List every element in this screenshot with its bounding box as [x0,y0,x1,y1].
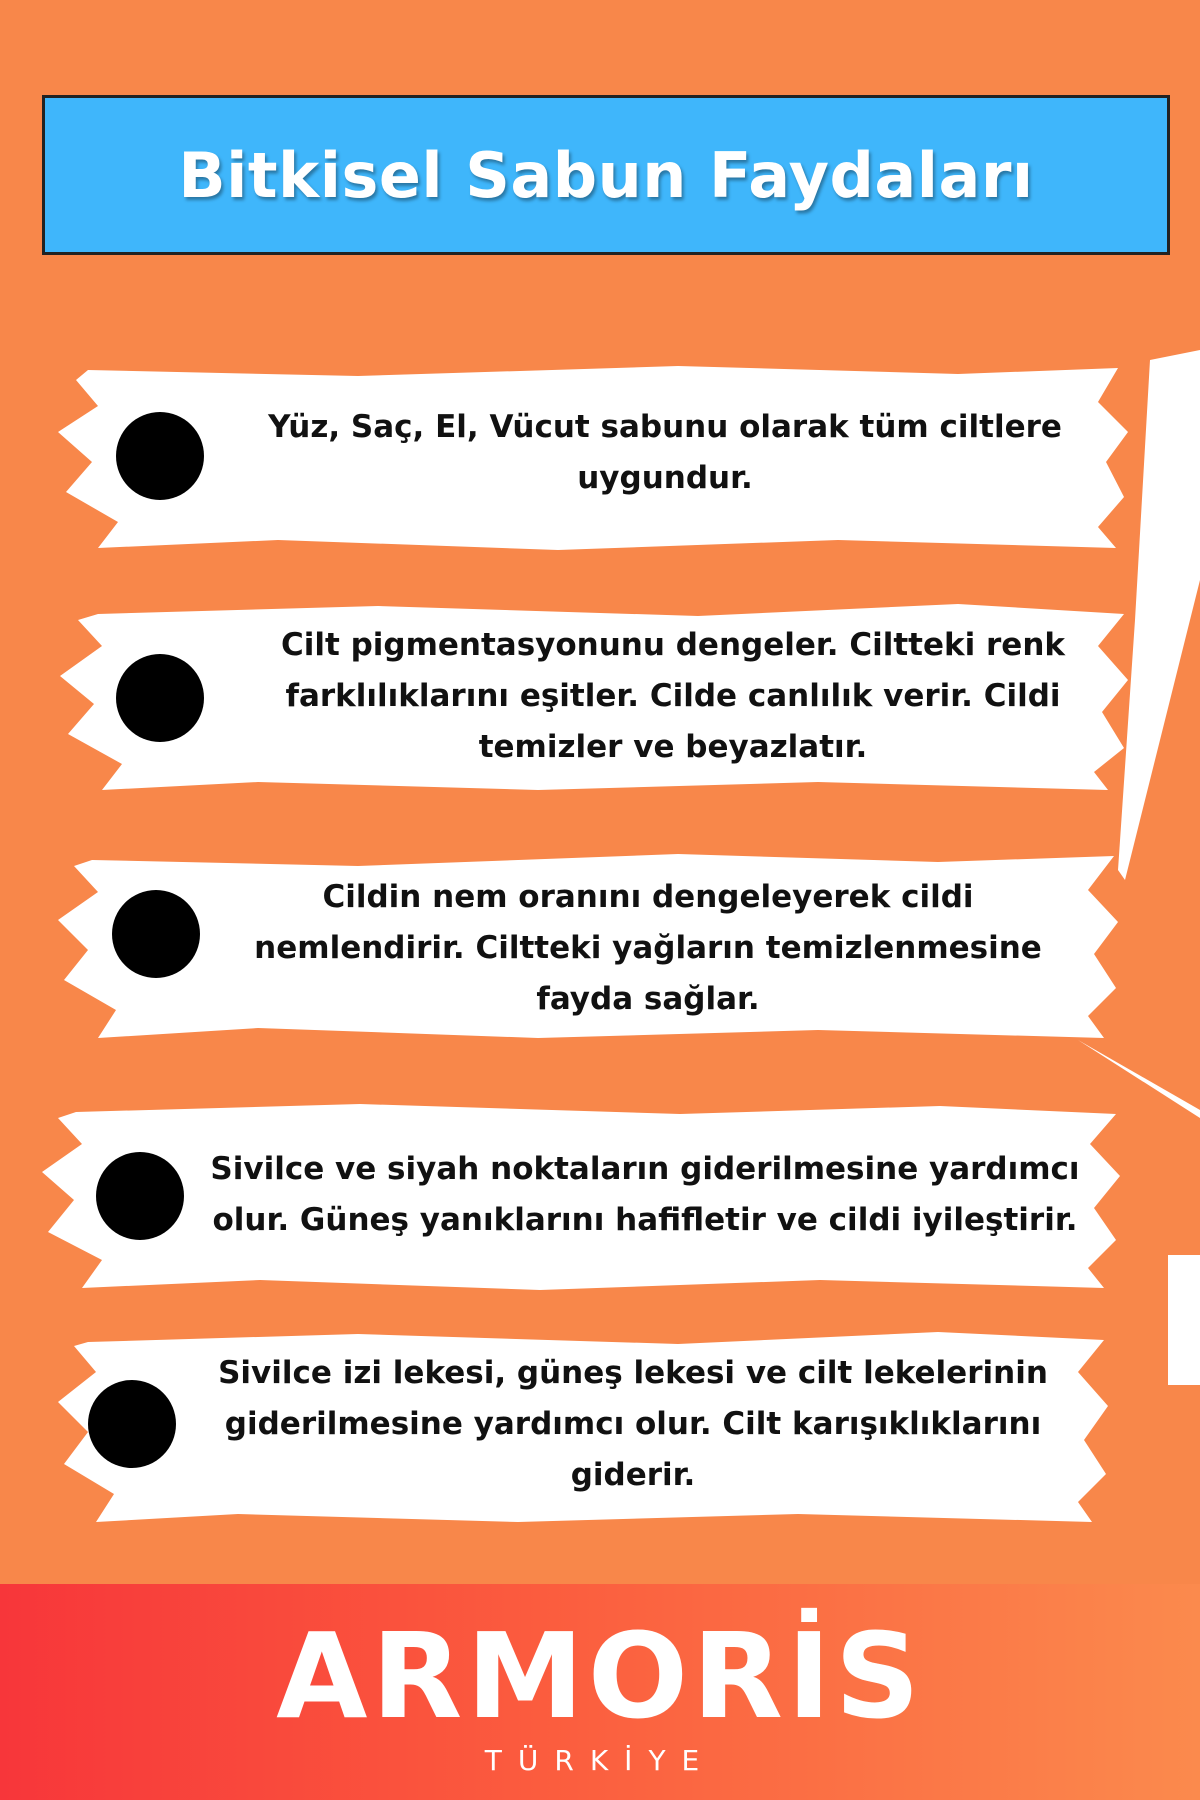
benefit-card-2 [58,600,1128,792]
brand-subtitle: TÜRKİYE [484,1744,716,1777]
bullet-icon [116,412,204,500]
brand-logo: ARMORİS [276,1607,924,1745]
benefit-line: Cildin nem oranını dengeleyerek cildi [322,879,974,915]
benefit-line: Sivilce ve siyah noktaların giderilmesine yardımcı [210,1151,1080,1187]
title-banner [42,95,1170,255]
page-title: Bitkisel Sabun Faydaları [178,138,1034,212]
bullet-icon [96,1152,184,1240]
bullet-icon [112,890,200,978]
benefit-line: nemlendirir. Ciltteki yağların temizlenmesine [254,930,1042,966]
benefit-line: Yüz, Saç, El, Vücut sabunu olarak tüm ciltlere [268,409,1062,445]
benefit-card-5 [58,1328,1108,1524]
bullet-icon [88,1380,176,1468]
benefit-line: uygundur. [577,460,753,496]
benefit-line: giderir. [570,1457,696,1493]
benefit-line: giderilmesine yardımcı olur. Cilt karışıklıklarını [224,1406,1042,1442]
benefit-card-4 [40,1100,1120,1290]
benefit-line: fayda sağlar. [536,981,760,1017]
bullet-icon [116,654,204,742]
benefit-card-3 [58,850,1118,1040]
benefit-line: Cilt pigmentasyonunu dengeler. Ciltteki renk [280,627,1066,663]
benefit-line: temizler ve beyazlatır. [478,729,868,765]
benefit-line: farklılıklarını eşitler. Cilde canlılık verir. Cildi [285,678,1061,714]
benefit-line: olur. Güneş yanıklarını hafifletir ve cildi iyileştirir. [212,1202,1078,1238]
benefit-card-1 [58,362,1128,552]
benefit-line: Sivilce izi lekesi, güneş lekesi ve cilt lekelerinin [218,1355,1048,1391]
